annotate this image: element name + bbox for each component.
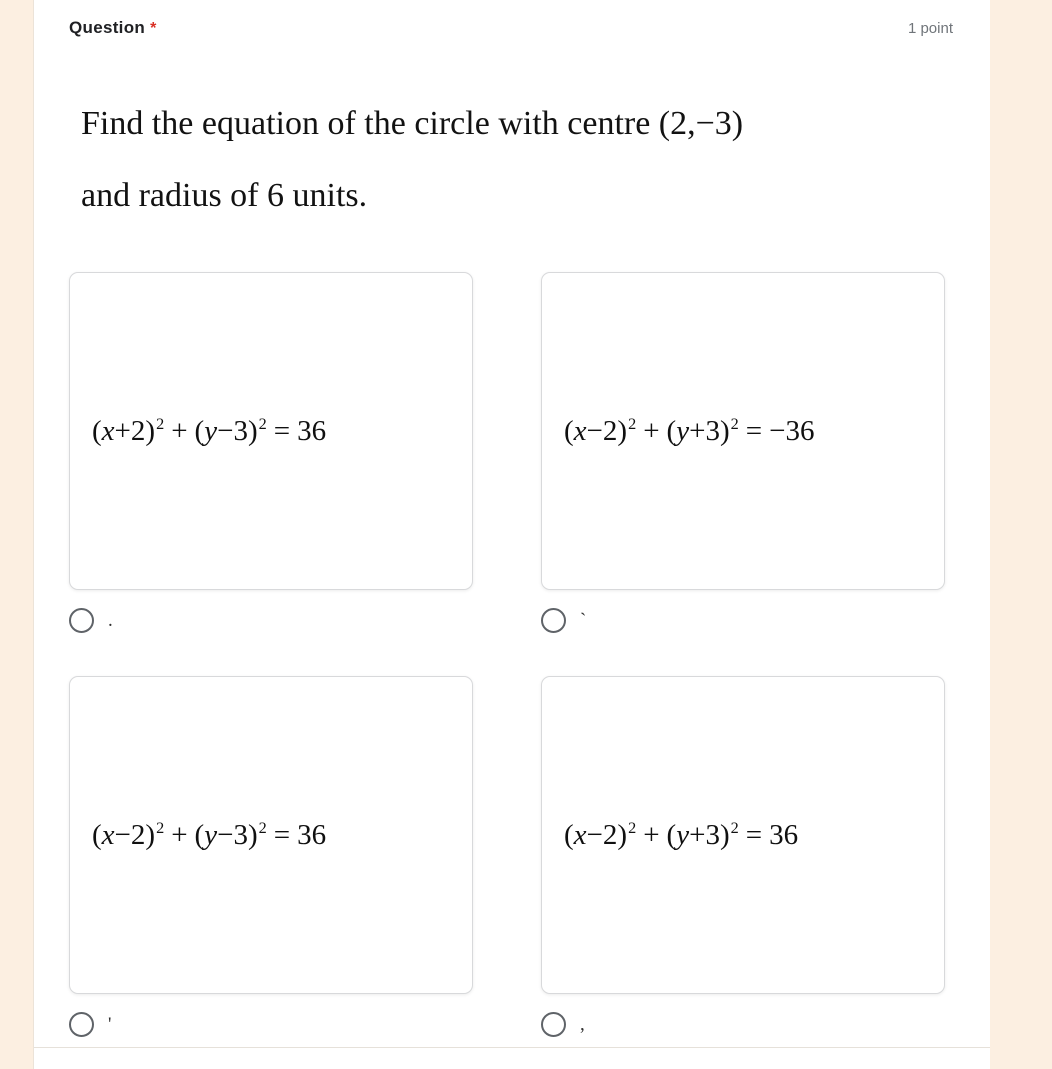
equation-1: $(x+2)^2 + (y-3)^2 = 36$: [92, 414, 327, 447]
answer-card-1[interactable]: [69, 272, 473, 590]
answer-option-3: [69, 676, 473, 1040]
options-grid: [69, 272, 953, 1040]
radio-row-3: [69, 1009, 473, 1040]
radio-row-4: [541, 1009, 945, 1040]
question-label-row: [69, 18, 156, 38]
question-line-1: Find the equation of the circle with centre (2,−3): [81, 105, 744, 142]
required-asterisk: *: [150, 20, 157, 37]
question-label: Question: [69, 18, 146, 37]
answer-option-2: [541, 272, 945, 636]
answer-card-4[interactable]: [541, 676, 945, 994]
radio-button-3[interactable]: [69, 1012, 94, 1037]
answer-card-2[interactable]: [541, 272, 945, 590]
section-divider: [34, 1047, 990, 1048]
question-header: [69, 18, 953, 38]
question-card: [33, 0, 990, 1069]
radio-button-1[interactable]: [69, 608, 94, 633]
question-line-2: and radius of 6 units.: [81, 177, 368, 214]
equation-4: $(x-2)^2 + (y+3)^2 = 36$: [564, 818, 799, 851]
question-text: [81, 88, 953, 232]
radio-button-4[interactable]: [541, 1012, 566, 1037]
equation-3: $(x-2)^2 + (y-3)^2 = 36$: [92, 818, 327, 851]
radio-row-1: [69, 605, 473, 636]
radio-label-2: `: [580, 609, 587, 631]
radio-label-4: ,: [580, 1013, 585, 1035]
radio-label-1: .: [108, 609, 113, 631]
points-label: 1 point: [907, 20, 953, 37]
answer-option-4: [541, 676, 945, 1040]
equation-2: $(x-2)^2 + (y+3)^2 = -36$: [564, 414, 815, 447]
radio-row-2: [541, 605, 945, 636]
answer-card-3[interactable]: [69, 676, 473, 994]
radio-button-2[interactable]: [541, 608, 566, 633]
radio-label-3: ': [108, 1013, 112, 1035]
answer-option-1: [69, 272, 473, 636]
